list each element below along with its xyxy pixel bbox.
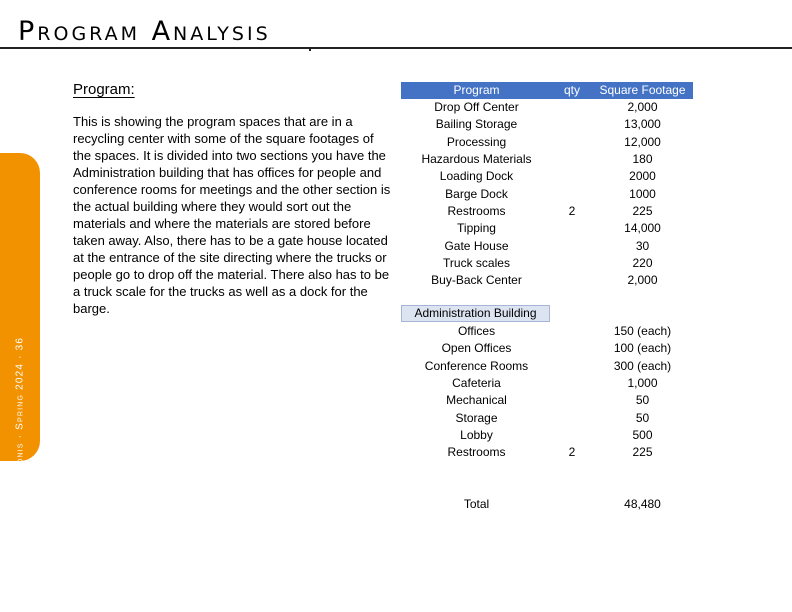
table-header-row (401, 82, 693, 99)
title-divider (0, 47, 792, 49)
cell-program: Truck scales (443, 256, 510, 271)
admin-table-row (401, 410, 693, 427)
cell-program: Tipping (457, 221, 496, 236)
cell-program: Bailing Storage (435, 117, 518, 132)
cell-qty: 2 (568, 445, 576, 460)
cell-square-footage: 2,000 (627, 100, 658, 114)
cell-program: Mechanical (446, 393, 507, 408)
title-divider-tick (309, 49, 311, 51)
cell-program: Loading Dock (439, 169, 514, 184)
cell-program: Open Offices (441, 341, 512, 356)
cell-square-footage: 220 (632, 256, 653, 271)
cell-square-footage: 150 (each) (613, 324, 672, 338)
cell-program: Lobby (460, 428, 493, 443)
cell-square-footage: 1000 (629, 186, 656, 201)
section-body: This is showing the program spaces that are in a recycling center with some of the square footages of the spaces. It is divided into two sections you have the Administration building that has offices for people and conference rooms for meetings and the other section is the actual building where they would sort out the materials and where the materials are stored before taken away. Also, there has to be a gate house located at the entrance of the site directing where the trucks or people go to drop off the material. There also has to be a truck scale for the trucks as well as a dock for the barge. (73, 114, 391, 316)
table-row (401, 134, 693, 151)
table-row (401, 203, 693, 220)
cell-square-footage: 14,000 (624, 221, 661, 236)
cell-square-footage: 50 (635, 410, 650, 425)
cell-program: Drop Off Center (434, 100, 519, 114)
admin-table-row (401, 323, 693, 340)
admin-table-row (401, 427, 693, 444)
table-row (401, 255, 693, 272)
cell-square-footage: 50 (635, 393, 650, 408)
page-title: Program Analysis (18, 16, 271, 47)
header-qty: qty (563, 83, 580, 97)
cell-program: Barge Dock (445, 186, 508, 201)
cell-square-footage: 225 (632, 204, 653, 219)
admin-table-row (401, 358, 693, 375)
table-row (401, 116, 693, 133)
admin-table-row (401, 392, 693, 409)
cell-square-footage: 225 (632, 445, 653, 460)
cell-program: Storage (455, 410, 498, 425)
table-row (401, 220, 693, 237)
total-label: Total (463, 497, 490, 511)
total-row (401, 496, 693, 513)
side-tab-label: ARC 621 · Danielle Bonis · Spring 2024 · 36 (14, 336, 26, 584)
cell-square-footage: 100 (each) (613, 341, 672, 356)
cell-square-footage: 30 (635, 238, 650, 253)
cell-program: Conference Rooms (424, 358, 529, 373)
cell-program: Hazardous Materials (421, 152, 532, 167)
side-tab (0, 153, 40, 584)
header-program: Program (453, 83, 500, 97)
cell-qty: 2 (568, 204, 576, 219)
cell-square-footage: 180 (632, 152, 653, 167)
cell-program: Offices (457, 324, 496, 338)
cell-square-footage: 1,000 (627, 376, 658, 391)
table-row (401, 151, 693, 168)
cell-square-footage: 300 (each) (613, 358, 672, 373)
cell-square-footage: 13,000 (624, 117, 661, 132)
admin-table-row (401, 340, 693, 357)
header-square-footage: Square Footage (599, 83, 686, 97)
program-table (401, 82, 693, 290)
table-row (401, 238, 693, 255)
program-rows (401, 99, 693, 290)
admin-table-row (401, 444, 693, 461)
section-heading: Program: (73, 81, 135, 98)
cell-program: Gate House (444, 238, 509, 253)
cell-program: Processing (446, 134, 507, 149)
cell-square-footage: 2,000 (627, 273, 658, 288)
table-row (401, 186, 693, 203)
table-row (401, 99, 693, 116)
cell-square-footage: 12,000 (624, 134, 661, 149)
cell-program: Buy-Back Center (431, 273, 522, 288)
admin-rows (401, 323, 693, 462)
table-row (401, 168, 693, 185)
cell-program: Cafeteria (452, 376, 501, 391)
cell-program: Restrooms (447, 445, 506, 460)
table-row (401, 272, 693, 289)
admin-section-heading: Administration Building (401, 305, 550, 322)
cell-square-footage: 500 (632, 428, 653, 443)
cell-square-footage: 2000 (629, 169, 656, 184)
total-value: 48,480 (624, 497, 661, 511)
admin-table-row (401, 375, 693, 392)
cell-program: Restrooms (447, 204, 506, 219)
